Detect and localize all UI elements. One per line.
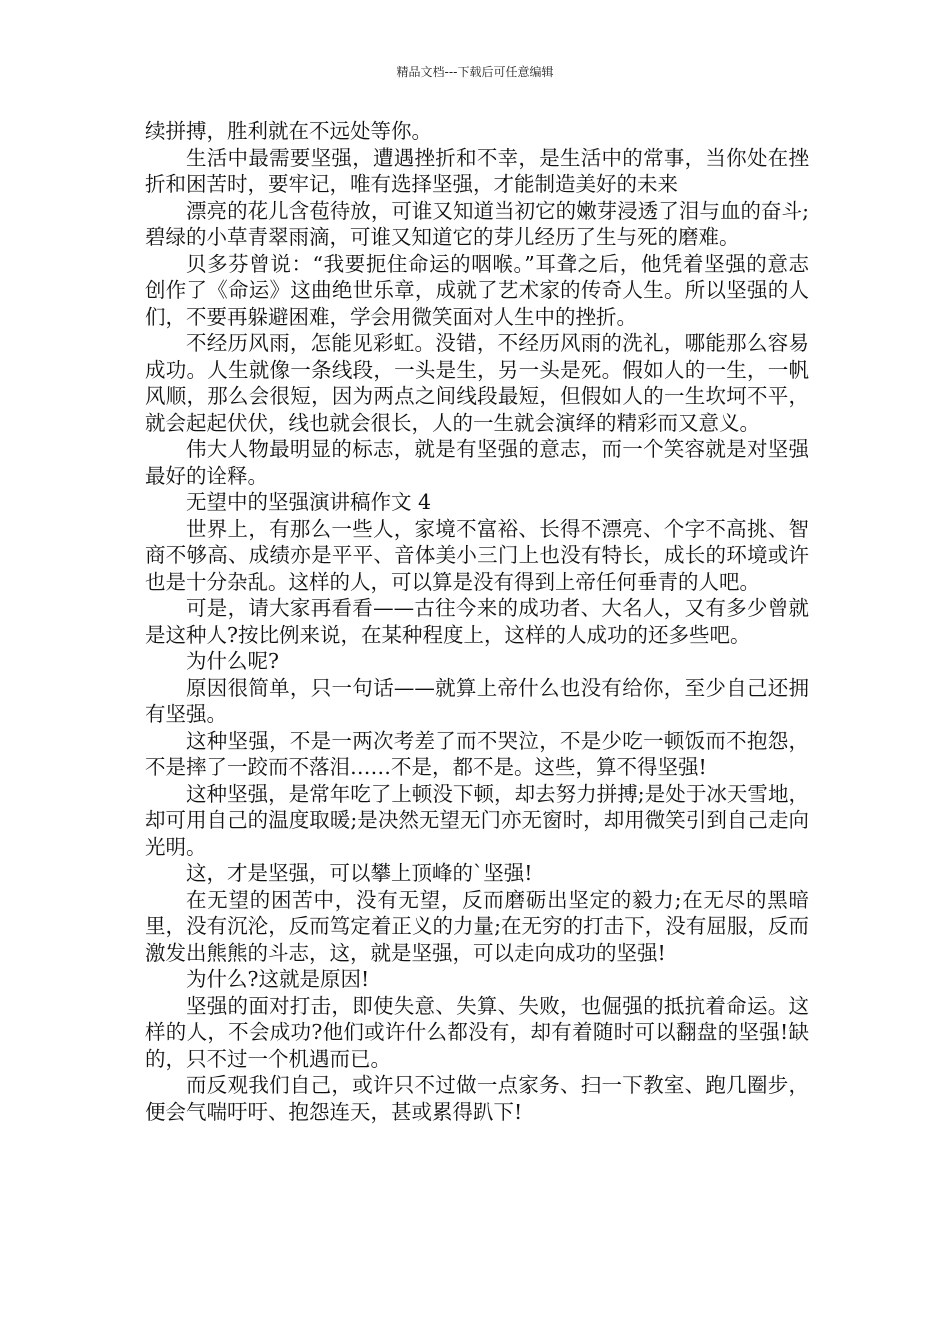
paragraph: 伟大人物最明显的标志，就是有坚强的意志，而一个笑容就是对坚强最好的诠释。 xyxy=(145,437,809,488)
paragraph: 为什么?这就是原因! xyxy=(186,967,370,991)
paragraph: 贝多芬曾说：“我要扼住命运的咽喉。”耳聋之后，他凭着坚强的意志创作了《命运》这曲绝世乐章，成就了艺术家的传奇人生。所以坚强的人们，不要再躲避困难，学会用微笑面对人生中的挫折。 xyxy=(145,251,809,329)
paragraph: 为什么呢? xyxy=(186,649,279,673)
paragraph: 不经历风雨，怎能见彩虹。没错，不经历风雨的洗礼，哪能那么容易成功。人生就像一条线段，一头是生，另一头是死。假如人的一生，一帆风顺，那么会很短，因为两点之间线段最短，但假如人的一生坎坷不平，就会起起伏伏，线也就会很长，人的一生就会演绎的精彩而又意义。 xyxy=(145,331,809,435)
paragraph: 在无望的困苦中，没有无望，反而磨砺出坚定的毅力;在无尽的黑暗里，没有沉沦，反而笃定着正义的力量;在无穷的打击下，没有屈服，反而激发出熊熊的斗志，这，就是坚强，可以走向成功的坚强! xyxy=(145,887,809,965)
paragraph: 可是，请大家再看看——古往今来的成功者、大名人，又有多少曾就是这种人?按比例来说，在某种程度上，这样的人成功的还多些吧。 xyxy=(145,596,809,647)
paragraph: 续拼搏，胜利就在不远处等你。 xyxy=(145,119,432,143)
paragraph: 而反观我们自己，或许只不过做一点家务、扫一下教室、跑几圈步，便会气喘吁吁、抱怨连天，甚或累得趴下! xyxy=(145,1073,809,1124)
paragraph: 原因很简单，只一句话——就算上帝什么也没有给你，至少自己还拥有坚强。 xyxy=(145,675,809,726)
paragraph: 生活中最需要坚强，遭遇挫折和不幸，是生活中的常事，当你处在挫折和困苦时，要牢记，唯有选择坚强，才能制造美好的未来 xyxy=(145,145,809,196)
page-header: 精品文档---下载后可任意编辑 xyxy=(396,65,554,79)
paragraph: 这，才是坚强，可以攀上顶峰的`坚强! xyxy=(186,861,533,885)
paragraph: 这种坚强，是常年吃了上顿没下顿，却去努力拼搏;是处于冰天雪地，却可用自己的温度取暖;是决然无望无门亦无窗时，却用微笑引到自己走向光明。 xyxy=(145,781,809,859)
document-body xyxy=(145,118,809,1125)
paragraph: 世界上，有那么一些人，家境不富裕、长得不漂亮、个字不高挑、智商不够高、成绩亦是平平、音体美小三门上也没有特长，成长的环境或许也是十分杂乱。这样的人，可以算是没有得到上帝任何垂青的人吧。 xyxy=(145,516,809,594)
section-heading: 无望中的坚强演讲稿作文 4 xyxy=(186,490,432,514)
paragraph: 这种坚强，不是一两次考差了而不哭泣，不是少吃一顿饭而不抱怨，不是摔了一跤而不落泪……不是，都不是。这些，算不得坚强! xyxy=(145,728,809,779)
paragraph: 漂亮的花儿含苞待放，可谁又知道当初它的嫩芽浸透了泪与血的奋斗;碧绿的小草青翠雨滴，可谁又知道它的芽儿经历了生与死的磨难。 xyxy=(145,198,809,249)
paragraph: 坚强的面对打击，即使失意、失算、失败，也倔强的抵抗着命运。这样的人，不会成功?他们或许什么都没有，却有着随时可以翻盘的坚强!缺的，只不过一个机遇而已。 xyxy=(145,993,809,1071)
